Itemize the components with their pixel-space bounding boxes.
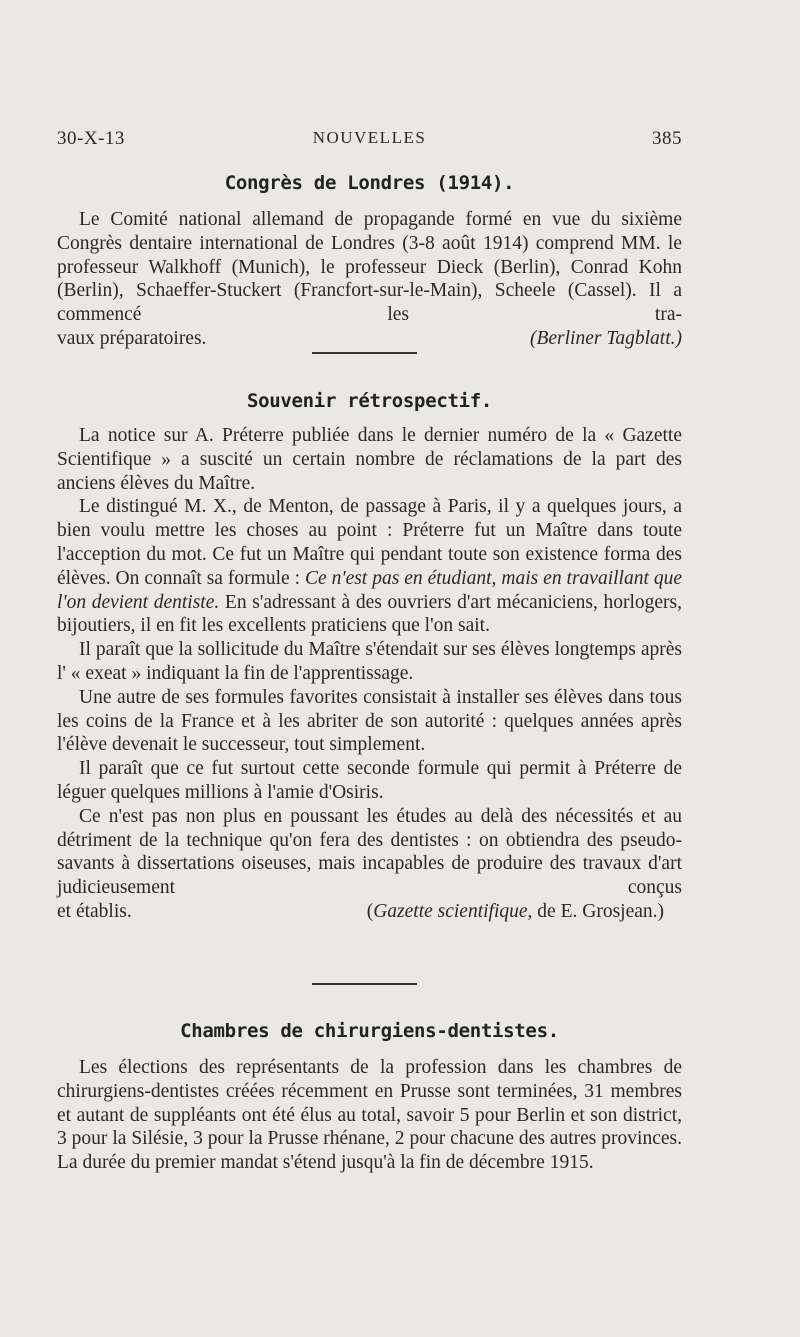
section-divider: [312, 983, 417, 985]
paragraph: Les élections des représentants de la profession dans les chambres de chirurgiens-dentistes créées récemment en Prusse sont terminées, 31 membres et autant de suppléants ont été élus au total, savoir 5 pour Berlin et son district, 3 pour la Silésie, 3 pour la Prusse rhénane, 2 pour chacune des autres provinces. La durée du premier mandat s'étend jusqu'à la fin de décembre 1915.: [57, 1057, 682, 1174]
section-title: NOUVELLES: [312, 128, 427, 147]
paragraph: Il paraît que la sollicitude du Maître s'étendait sur ses élèves longtemps après l' « exeat » indiquant la fin de l'apprentissage.: [57, 639, 682, 684]
paragraph: Ce n'est pas non plus en poussant les études au delà des nécessités et au détriment de la technique qu'on fera des dentistes : on obtiendra des pseudo-savants à dissertations oiseuses, mais incapables de produire des travaux d'art judicieusement conçus: [57, 805, 682, 899]
heading-chambres-chirurgiens: Chambres de chirurgiens-dentistes.: [180, 1020, 559, 1042]
section-divider: [312, 352, 417, 354]
paragraph: Une autre de ses formules favorites consistait à installer ses élèves dans tous les coins de la France et à les abriter de son autorité : quelques années après l'élève devenait le successeur, tout simplement.: [57, 686, 682, 756]
citation-author: de E. Grosjean.): [532, 900, 664, 922]
article-congres-londres: [57, 208, 682, 351]
paragraph: Le Comité national allemand de propagande formé en vue du sixième Congrès dentaire international de Londres (3-8 août 1914) comprend MM. le professeur Walkhoff (Munich), le professeur Dieck (Berlin), Conrad Kohn (Berlin), Schaeffer-Stuckert (Francfort-sur-le-Main), Scheele (Cassel). Il a commencé les tra-: [57, 209, 682, 326]
article-closing-line: [57, 327, 682, 351]
formule-intro: Le distingué M. X., de Menton, de passage à Paris, il y a quelques jours, a bien voulu mettre les choses au point : Préterre fut un Maître dans toute l'acception du mot. Ce fut un Maître qui pendant toute son existence forma des élèves. On connaît sa formule :: [57, 496, 682, 589]
closing-text: vaux préparatoires.: [57, 327, 207, 349]
source-citation: (Berliner Tagblatt.): [529, 327, 682, 349]
heading-souvenir-retrospectif: Souvenir rétrospectif.: [246, 390, 493, 412]
article-closing-line: [57, 900, 682, 924]
source-citation: [367, 900, 682, 924]
article-souvenir-retrospectif: [57, 424, 682, 924]
heading-congres-londres: Congrès de Londres (1914).: [224, 172, 515, 194]
page-number: 385: [652, 128, 682, 149]
article-chambres-chirurgiens: [57, 1056, 682, 1175]
formule-quote: Ce n'est pas en étudiant, mais en travaillant que l'on devient dentiste.: [57, 567, 682, 613]
paragraph: Il paraît que ce fut surtout cette seconde formule qui permit à Préterre de léguer quelques millions à l'amie d'Osiris.: [57, 758, 682, 803]
paragraph: La notice sur A. Préterre publiée dans le dernier numéro de la « Gazette Scientifique » a suscité un certain nombre de réclamations de la part des anciens élèves du Maître.: [57, 425, 682, 494]
formule-rest: En s'adressant à des ouvriers d'art mécaniciens, horlogers, bijoutiers, il en fit les excellents praticiens que l'on sait.: [57, 591, 682, 637]
paragraph-formule: [57, 495, 682, 638]
citation-title: Gazette scientifique,: [373, 900, 533, 922]
running-header: [57, 128, 682, 152]
issue-date: 30-X-13: [57, 128, 125, 149]
citation-paren: (: [366, 900, 374, 922]
closing-text: et établis.: [57, 900, 132, 922]
